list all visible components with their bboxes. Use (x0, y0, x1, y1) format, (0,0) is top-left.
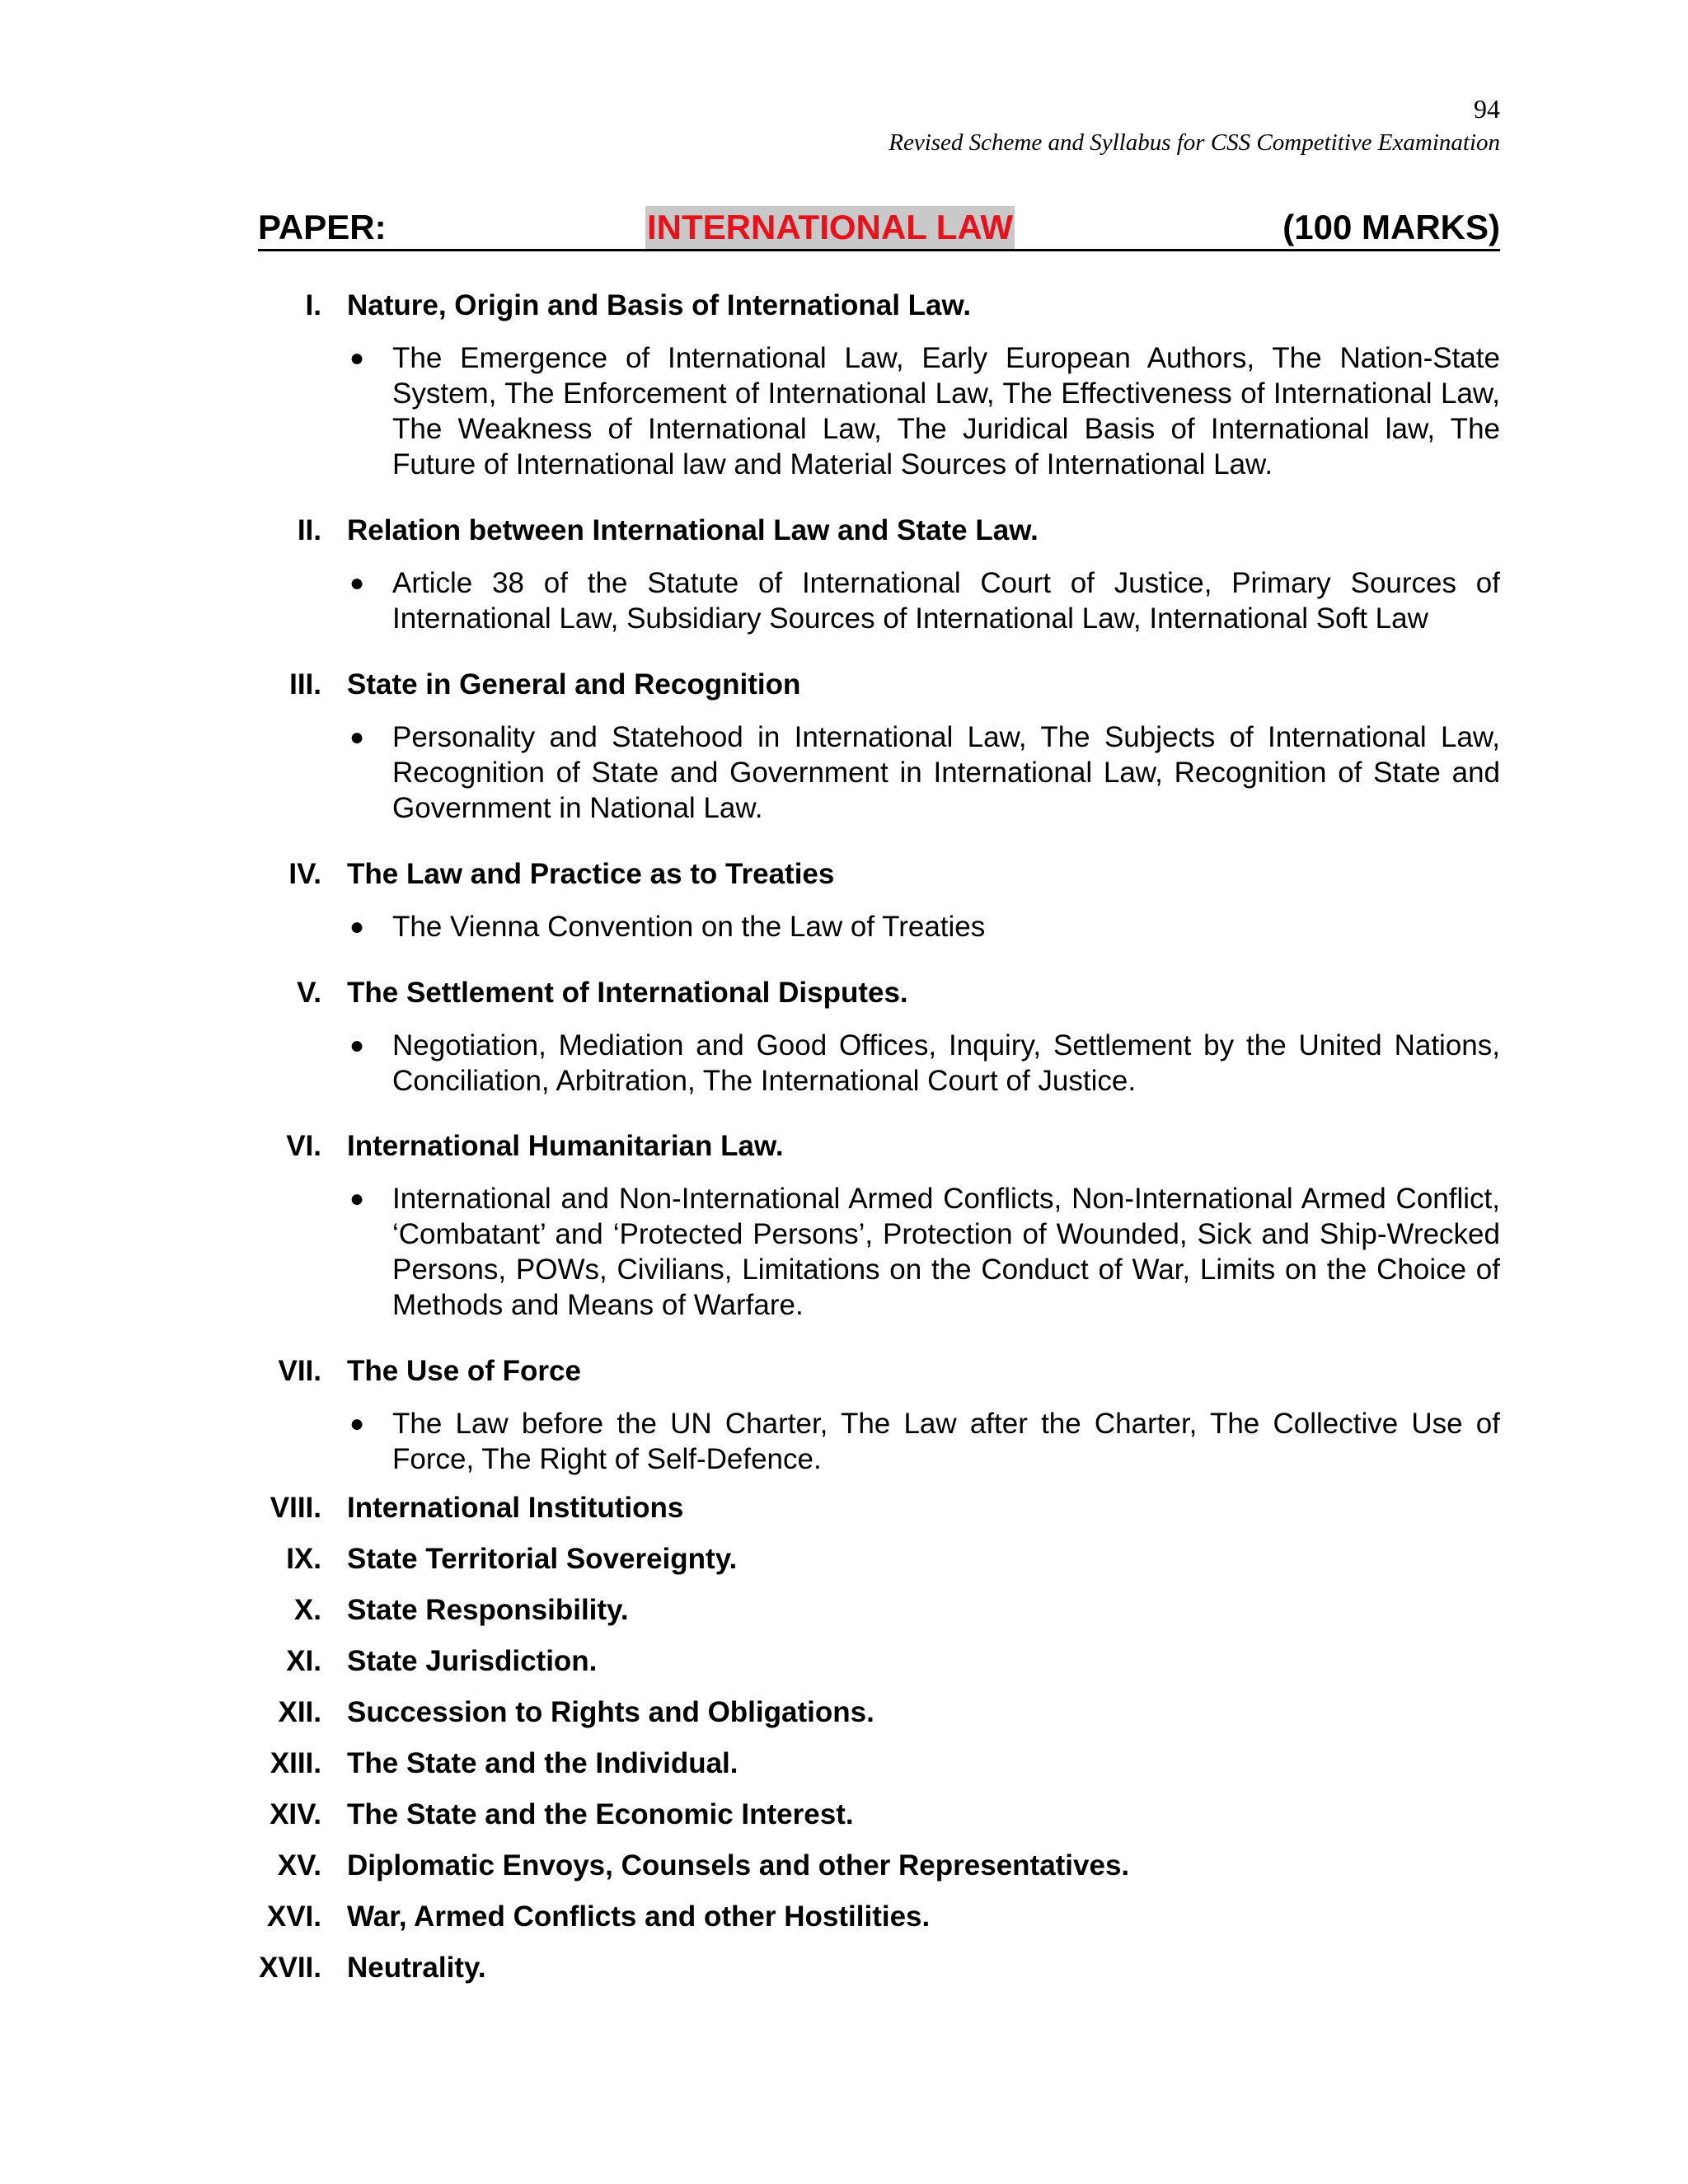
section-numeral: XII. (278, 1696, 321, 1728)
section-numeral: III. (289, 668, 321, 701)
section-8 (0, 1488, 1688, 1528)
section-title: The State and the Economic Interest. (347, 1798, 854, 1830)
section-numeral: IV. (288, 858, 321, 890)
bullet-text: Article 38 of the Statute of International Court of Justice, Primary Sources of International Law, Subsidiary Sources of International Law, International Soft Law (392, 567, 1500, 635)
paper-marks: (100 MARKS) (1282, 208, 1500, 246)
section-7 (0, 1352, 1688, 1477)
section-numeral: II. (297, 514, 321, 546)
section-numeral: XV. (277, 1849, 321, 1882)
bullet-icon: ● (349, 913, 365, 940)
bullet-text: The Emergence of International Law, Early European Authors, The Nation-State System, The Enforcement of International Law, The Effectiveness of International Law, The Weakness of International Law, The Juridical Basis of International law, The Future of International law and Material Sources of International Law. (392, 342, 1500, 480)
section-title: Diplomatic Envoys, Counsels and other Representatives. (347, 1849, 1130, 1882)
section-1 (0, 286, 1688, 482)
bullet-item (0, 719, 1688, 826)
section-title: The Law and Practice as to Treaties (347, 858, 835, 890)
section-title: State Jurisdiction. (347, 1645, 598, 1677)
bullet-item (0, 340, 1688, 482)
bullet-item (0, 1028, 1688, 1099)
section-title: The State and the Individual. (347, 1747, 738, 1779)
section-numeral: X. (293, 1594, 321, 1626)
section-title: War, Armed Conflicts and other Hostilities. (347, 1900, 931, 1933)
section-3 (0, 665, 1688, 826)
paper-header (258, 206, 1500, 251)
section-15 (0, 1846, 1688, 1886)
section-numeral: XVII. (259, 1952, 321, 1984)
section-16 (0, 1897, 1688, 1937)
section-title: State in General and Recognition (347, 668, 801, 701)
page-number: 94 (1474, 94, 1500, 124)
bullet-icon: ● (349, 1410, 365, 1437)
bullet-icon: ● (349, 1185, 365, 1212)
section-5 (0, 973, 1688, 1099)
bullet-item (0, 909, 1688, 944)
section-17 (0, 1948, 1688, 1988)
bullet-text: The Law before the UN Charter, The Law after the Charter, The Collective Use of Force, The Right of Self-Defence. (392, 1408, 1500, 1475)
section-numeral: XVI. (266, 1900, 321, 1933)
bullet-item (0, 1406, 1688, 1477)
section-title: Relation between International Law and State Law. (347, 514, 1039, 546)
paper-subject: INTERNATIONAL LAW (645, 206, 1015, 249)
bullet-icon: ● (349, 569, 365, 597)
running-header: Revised Scheme and Syllabus for CSS Competitive Examination (889, 129, 1500, 156)
section-title: International Humanitarian Law. (347, 1130, 784, 1162)
section-13 (0, 1744, 1688, 1783)
paper-label: PAPER: (258, 208, 387, 246)
section-10 (0, 1591, 1688, 1630)
bullet-item (0, 1181, 1688, 1323)
bullet-icon: ● (349, 724, 365, 751)
section-11 (0, 1642, 1688, 1681)
section-14 (0, 1795, 1688, 1835)
section-numeral: VIII. (270, 1492, 321, 1524)
section-numeral: XIV. (270, 1798, 321, 1830)
section-title: Neutrality. (347, 1952, 486, 1984)
section-numeral: IX. (286, 1543, 321, 1575)
section-title: International Institutions (347, 1492, 684, 1524)
section-numeral: V. (297, 977, 321, 1009)
section-title: State Responsibility. (347, 1594, 629, 1626)
section-4 (0, 855, 1688, 944)
section-title: The Settlement of International Disputes. (347, 977, 908, 1009)
section-title: The Use of Force (347, 1355, 581, 1387)
bullet-text: The Vienna Convention on the Law of Treaties (392, 911, 986, 943)
section-9 (0, 1540, 1688, 1579)
section-numeral: XI. (286, 1645, 321, 1677)
section-numeral: I. (305, 289, 321, 321)
section-numeral: VI. (286, 1130, 321, 1162)
bullet-icon: ● (349, 344, 365, 372)
section-6 (0, 1127, 1688, 1323)
bullet-text: International and Non-International Armed Conflicts, Non-International Armed Conflict, ‘Combatant’ and ‘Protected Persons’, Protection of Wounded, Sick and Ship-Wrecked Persons, POWs, Civilians, Limitations on the Conduct of War, Limits on the Choice of Methods and Means of Warfare. (392, 1183, 1500, 1321)
bullet-text: Personality and Statehood in International Law, The Subjects of International Law, Recognition of State and Government in International Law, Recognition of State and Government in National Law. (392, 721, 1500, 824)
bullet-text: Negotiation, Mediation and Good Offices, Inquiry, Settlement by the United Nations, Conciliation, Arbitration, The International Court of Justice. (392, 1029, 1500, 1097)
section-numeral: VII. (278, 1355, 321, 1387)
section-title: Succession to Rights and Obligations. (347, 1696, 874, 1728)
section-12 (0, 1693, 1688, 1732)
section-title: State Territorial Sovereignty. (347, 1543, 738, 1575)
section-2 (0, 511, 1688, 636)
bullet-icon: ● (349, 1032, 365, 1059)
section-title: Nature, Origin and Basis of International Law. (347, 289, 972, 321)
section-numeral: XIII. (270, 1747, 321, 1779)
bullet-item (0, 565, 1688, 636)
